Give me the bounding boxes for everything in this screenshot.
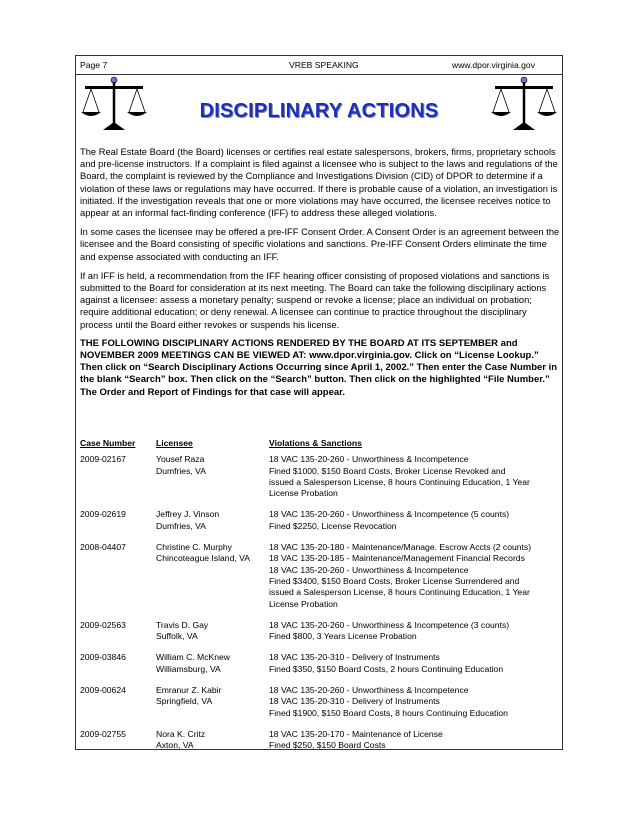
violation-line: 18 VAC 135-20-310 - Delivery of Instruments <box>269 696 440 707</box>
violations-sanctions <box>269 454 562 499</box>
licensee-line: Chincoteague Island, VA <box>156 553 250 564</box>
violation-line: Fined $350, $150 Board Costs, 2 hours Continuing Education <box>269 663 504 674</box>
licensee <box>156 652 269 675</box>
case-number: 2009-02755 <box>80 728 126 739</box>
violation-line: 18 VAC 135-20-310 - Delivery of Instruments <box>269 652 440 663</box>
violation-line: License Probation <box>269 598 338 609</box>
violation-line: License Probation <box>269 488 338 499</box>
disciplinary-actions-table <box>80 438 562 762</box>
licensee <box>156 509 269 532</box>
violation-line: 18 VAC 135-20-260 - Unworthiness & Incompetence <box>269 685 469 696</box>
licensee-line: Jeffrey J. Vinson <box>156 509 220 520</box>
newsletter-page <box>75 55 563 750</box>
licensee <box>156 454 269 499</box>
licensee-line: Springfield, VA <box>156 696 213 707</box>
table-header <box>80 438 562 449</box>
violation-line: 18 VAC 135-20-260 - Unworthiness & Incompetence <box>269 564 469 575</box>
case-number: 2009-03846 <box>80 652 126 663</box>
licensee-line: Travis D. Gay <box>156 619 209 630</box>
violation-line: Fined $2250, License Revocation <box>269 520 397 531</box>
table-row <box>80 454 562 499</box>
page-number: Page 7 <box>80 60 108 70</box>
case-number: 2009-02563 <box>80 619 126 630</box>
violations-sanctions <box>269 509 562 532</box>
case-number: 2009-02619 <box>80 509 126 520</box>
violation-line: issued a Salesperson License, 8 hours Continuing Education, 1 Year <box>269 476 530 487</box>
violations-sanctions <box>269 685 562 719</box>
page-title: DISCIPLINARY ACTIONS <box>199 100 439 122</box>
licensee-line: Dumfries, VA <box>156 465 206 476</box>
licensee-line: Emranur Z. Kabir <box>156 685 222 696</box>
website-url: www.dpor.virginia.gov <box>451 60 535 70</box>
violation-line: Fined $800, 3 Years License Probation <box>269 631 417 642</box>
table-body <box>80 454 562 751</box>
licensee-line: Axton, VA <box>156 740 194 751</box>
table-row <box>80 542 562 610</box>
violation-line: 18 VAC 135-20-260 - Unworthiness & Incompetence <box>269 454 469 465</box>
licensee-line: Nora K. Critz <box>156 728 206 739</box>
violation-line: 18 VAC 135-20-260 - Unworthiness & Incompetence (5 counts) <box>269 509 510 520</box>
violation-line: Fined $250, $150 Board Costs <box>269 740 386 751</box>
case-number: 2008-04407 <box>80 542 126 553</box>
violation-line: 18 VAC 135-20-170 - Maintenance of License <box>269 728 443 739</box>
case-number: 2009-02167 <box>80 454 126 465</box>
table-row <box>80 620 562 643</box>
intro-text <box>80 146 560 406</box>
violations-sanctions <box>269 542 562 610</box>
violation-line: 18 VAC 135-20-185 - Maintenance/Management Financial Records <box>269 553 525 564</box>
violations-sanctions <box>269 729 562 752</box>
violation-line: 18 VAC 135-20-180 - Maintenance/Manage. Escrow Accts (2 counts) <box>269 542 532 553</box>
paragraph: In some cases the licensee may be offered a pre-IFF Consent Order. A Consent Order is an agreement between the licensee and the Board consisting of specific violations and sanctions. Pre-IFF Consent Orders eliminate the time and expense associated with conducting an IFF. <box>80 227 560 262</box>
licensee-line: Williamsburg, VA <box>156 663 221 674</box>
licensee <box>156 620 269 643</box>
column-header-licensee: Licensee <box>156 438 193 448</box>
licensee-line: Suffolk, VA <box>156 631 198 642</box>
licensee <box>156 542 269 610</box>
table-row <box>80 685 562 719</box>
violation-line: 18 VAC 135-20-260 - Unworthiness & Incompetence (3 counts) <box>269 619 510 630</box>
licensee-line: Dumfries, VA <box>156 520 206 531</box>
column-header-violations: Violations & Sanctions <box>269 438 362 448</box>
table-row <box>80 652 562 675</box>
paragraph: If an IFF is held, a recommendation from the IFF hearing officer consisting of proposed violations and sanctions is submitted to the Board for consideration at its next meeting. The Board can take the following disciplinary actions against a licensee: assess a monetary penalty; suspend or revoke a license; place an individual on probation; require additional education; or deny renewal. A licensee can continue to practice throughout the disciplinary process until the Board either revokes or suspends his license. <box>80 270 550 330</box>
violations-sanctions <box>269 620 562 643</box>
table-row <box>80 509 562 532</box>
violations-sanctions <box>269 652 562 675</box>
licensee-line: William C. McKnew <box>156 652 231 663</box>
licensee <box>156 685 269 719</box>
violation-line: Fined $1000, $150 Board Costs, Broker License Revoked and <box>269 465 506 476</box>
violation-line: Fined $1900, $150 Board Costs, 8 hours Continuing Education <box>269 707 508 718</box>
page-header <box>76 56 562 75</box>
table-row <box>80 729 562 752</box>
licensee <box>156 729 269 752</box>
licensee-line: Yousef Raza <box>156 454 205 465</box>
viewing-instructions: THE FOLLOWING DISCIPLINARY ACTIONS RENDERED BY THE BOARD AT ITS SEPTEMBER and NOVEMBER 2009 MEETINGS CAN BE VIEWED AT: www.dpor.virginia.gov. Click on “License Lookup.” Then click on “Search Disciplinary Actions Occurring since April 1, 2002.” Then enter the Case Number in the blank “Search” box. Then click on the “Search” button. Then click on the highlighted “File Number.” The Order and Report of Findings for that case will appear. <box>80 337 558 398</box>
newsletter-name: VREB SPEAKING <box>289 60 359 70</box>
violation-line: Fined $3400, $150 Board Costs, Broker License Surrendered and <box>269 575 520 586</box>
licensee-line: Christine C. Murphy <box>156 542 232 553</box>
column-header-case-number: Case Number <box>80 438 136 448</box>
violation-line: issued a Salesperson License, 8 hours Continuing Education, 1 Year <box>269 587 530 598</box>
case-number: 2009-00624 <box>80 685 126 696</box>
paragraph: The Real Estate Board (the Board) licenses or certifies real estate salespersons, brokers, firms, proprietary schools and pre-license instructors. If a complaint is filed against a licensee who is subject to the laws and regulations of the Board, the complaint is reviewed by the Compliance and Investigations Division (CID) of DPOR to determine if a violation of these laws or regulations may have occurred. If there is probable cause of a violation, an investigation is initiated. If the investigation reveals that one or more violations may have occurred, the licensee receives notice to appear at an informal fact-finding conference (IFF) to address these alleged violations. <box>80 147 558 219</box>
